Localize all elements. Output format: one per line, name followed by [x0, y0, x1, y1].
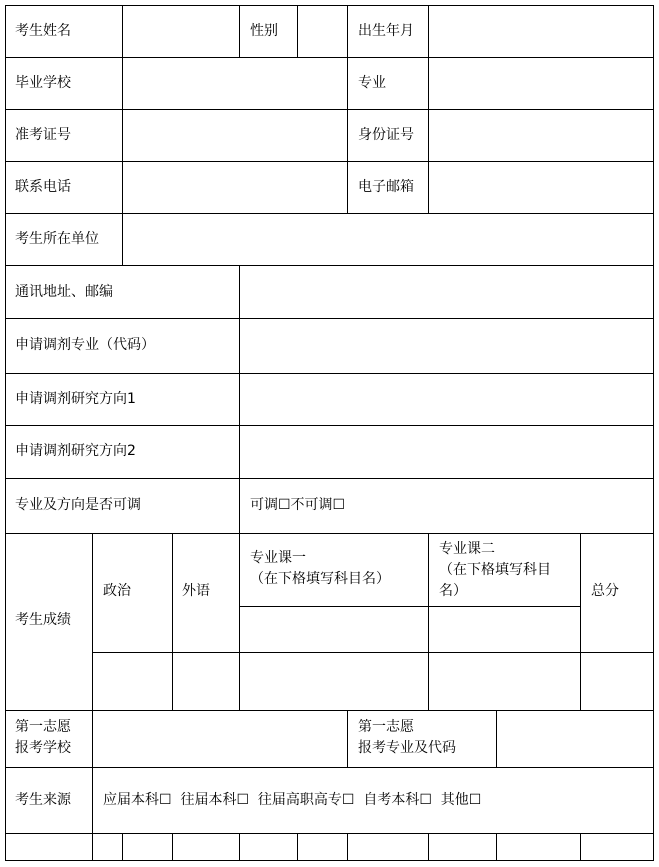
col-line	[580, 833, 581, 860]
label-course2-hint: （在下格填写科目	[439, 562, 551, 578]
col-line	[239, 833, 240, 860]
id-card-field[interactable]	[429, 110, 653, 161]
label-course1: 专业课一	[250, 550, 306, 566]
label-id-card: 身份证号	[358, 127, 414, 143]
col-line	[347, 57, 348, 213]
col-line	[347, 5, 348, 57]
label-total: 总分	[591, 583, 619, 599]
first-major-field[interactable]	[497, 711, 653, 767]
row-line	[5, 833, 654, 834]
course2-name-field[interactable]	[429, 607, 580, 652]
label-course1-hint: （在下格填写科目名）	[250, 571, 390, 587]
col-line	[122, 833, 123, 860]
label-adjust-dir2: 申请调剂研究方向2	[15, 443, 136, 459]
adjust-dir1-field[interactable]	[240, 374, 653, 425]
col-line	[297, 833, 298, 860]
adjust-major-field[interactable]	[240, 319, 653, 373]
ticket-field[interactable]	[123, 110, 347, 161]
course1-score-field[interactable]	[240, 653, 428, 710]
col-line	[428, 833, 429, 860]
col-line	[92, 833, 93, 860]
label-gender: 性别	[250, 23, 278, 39]
row-line	[5, 533, 654, 534]
col-line	[239, 5, 240, 57]
name-field[interactable]	[123, 6, 239, 57]
school-field[interactable]	[123, 58, 347, 109]
label-politics: 政治	[103, 583, 131, 599]
label-phone: 联系电话	[15, 179, 71, 195]
label-address: 通讯地址、邮编	[15, 284, 113, 300]
label-course2-hint-end: 名）	[439, 583, 467, 599]
label-adjust-dir1: 申请调剂研究方向1	[15, 391, 136, 407]
label-first-major-2: 报考专业及代码	[358, 740, 456, 756]
work-unit-field[interactable]	[123, 214, 653, 265]
politics-score-field[interactable]	[93, 653, 172, 710]
label-ticket: 准考证号	[15, 127, 71, 143]
address-field[interactable]	[240, 266, 653, 318]
phone-field[interactable]	[123, 162, 347, 213]
total-score-field[interactable]	[581, 653, 653, 710]
label-first-major: 第一志愿	[358, 719, 414, 735]
col-line	[347, 710, 348, 767]
birth-field[interactable]	[429, 6, 653, 57]
foreign-score-field[interactable]	[173, 653, 239, 710]
row-line	[5, 767, 654, 768]
label-first-school: 第一志愿	[15, 719, 71, 735]
border-left	[5, 5, 6, 861]
label-source: 考生来源	[15, 792, 71, 808]
label-foreign: 外语	[182, 583, 210, 599]
adjustable-options[interactable]: 可调☐不可调☐	[250, 497, 346, 513]
label-first-school-2: 报考学校	[15, 740, 71, 756]
col-line	[172, 833, 173, 860]
gender-field[interactable]	[298, 6, 347, 57]
label-major: 专业	[358, 75, 386, 91]
first-school-field[interactable]	[93, 711, 347, 767]
label-adjustable: 专业及方向是否可调	[15, 497, 141, 513]
label-name: 考生姓名	[15, 23, 71, 39]
col-line	[496, 833, 497, 860]
label-work-unit: 考生所在单位	[15, 231, 99, 247]
col-line	[92, 767, 93, 833]
col-line	[347, 833, 348, 860]
email-field[interactable]	[429, 162, 653, 213]
label-school: 毕业学校	[15, 75, 71, 91]
border-right	[653, 5, 654, 861]
label-birth: 出生年月	[358, 23, 414, 39]
course1-name-field[interactable]	[240, 607, 428, 652]
major-field[interactable]	[429, 58, 653, 109]
row-line	[5, 478, 654, 479]
border-bottom	[5, 860, 654, 861]
course2-score-field[interactable]	[429, 653, 580, 710]
label-score: 考生成绩	[15, 612, 71, 628]
label-email: 电子邮箱	[358, 179, 414, 195]
label-adjust-major: 申请调剂专业（代码）	[15, 337, 155, 353]
adjust-dir2-field[interactable]	[240, 426, 653, 478]
source-options[interactable]: 应届本科☐ 往届本科☐ 往届高职高专☐ 自考本科☐ 其他☐	[103, 792, 482, 808]
label-course2: 专业课二	[439, 541, 495, 557]
